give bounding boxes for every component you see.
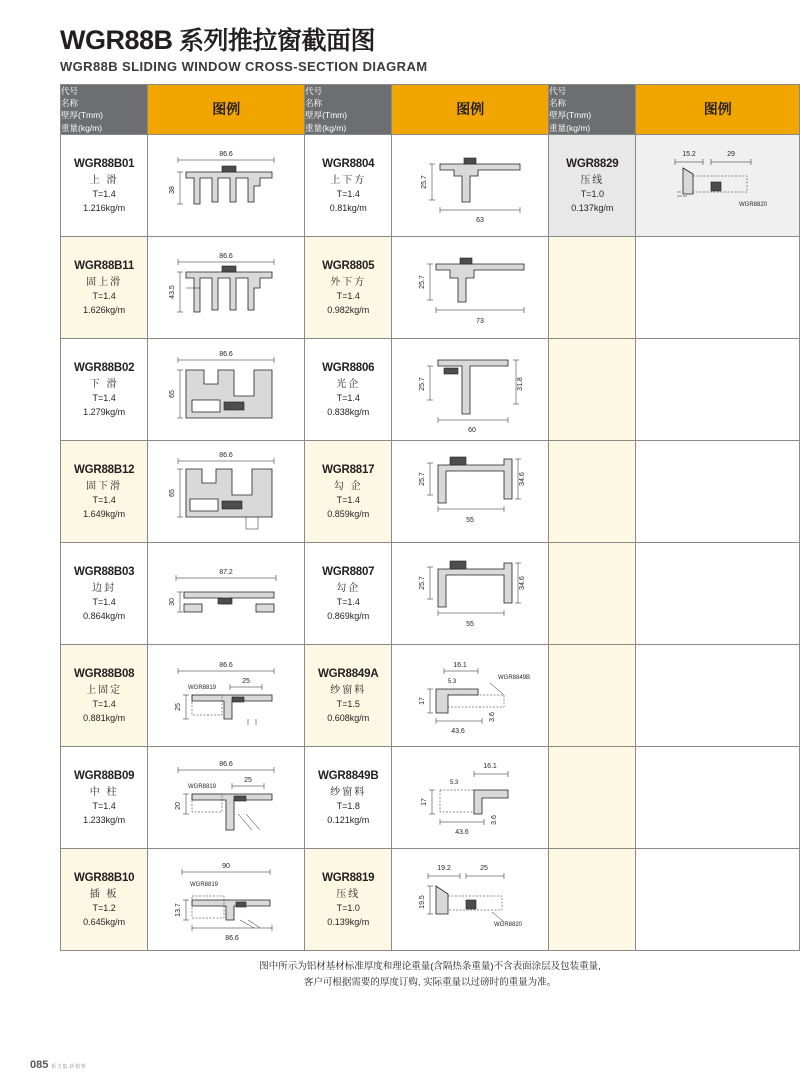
- svg-text:WGR8820: WGR8820: [738, 202, 767, 209]
- table-row: [61, 440, 800, 542]
- profile-drawing: [160, 856, 292, 942]
- title-code: WGR88B: [60, 25, 173, 55]
- svg-text:87.2: 87.2: [219, 569, 234, 577]
- cell-figure-2-4: [392, 440, 549, 542]
- cell-empty-fig-3-5: [636, 542, 800, 644]
- table-row: [61, 746, 800, 848]
- cell-empty-fig-3-8: [636, 848, 800, 950]
- title-chinese: [60, 26, 770, 56]
- page-number-value: 085: [30, 1059, 49, 1071]
- svg-text:5.3: 5.3: [448, 679, 457, 686]
- svg-text:17: 17: [421, 798, 429, 807]
- svg-text:86.6: 86.6: [219, 151, 234, 159]
- profile-drawing: [404, 856, 536, 942]
- header-legend-col1: 图例: [148, 84, 305, 134]
- cell-figure-3-1: [636, 134, 800, 236]
- profile-table: [60, 84, 800, 951]
- svg-text:86.6: 86.6: [219, 761, 234, 769]
- cell-empty-fig-3-2: [636, 236, 800, 338]
- svg-text:25: 25: [244, 777, 253, 785]
- svg-text:20: 20: [175, 802, 183, 811]
- cell-code-2-5: WGR8807 勾企 T=1.4 0.869kg/m: [305, 542, 392, 644]
- profile-drawing: [160, 445, 292, 537]
- cell-code-1-7: WGR88B09 中 柱 T=1.4 1.233kg/m: [61, 746, 148, 848]
- svg-text:5.3: 5.3: [450, 780, 459, 787]
- cell-code-2-3: WGR8806 光企 T=1.4 0.838kg/m: [305, 338, 392, 440]
- profile-drawing: [160, 754, 292, 840]
- svg-text:55: 55: [466, 517, 475, 525]
- header-legend-col3: 图例: [636, 84, 800, 134]
- profile-drawing: [404, 244, 536, 330]
- cell-empty-fig-3-3: [636, 338, 800, 440]
- header-labels-col1: 代号 名称 壁厚(Tmm) 重量(kg/m): [61, 84, 148, 134]
- svg-text:25: 25: [175, 703, 183, 712]
- svg-text:3.6: 3.6: [491, 815, 499, 826]
- cell-empty-3-5: [549, 542, 636, 644]
- cell-code-1-4: WGR88B12 固下滑 T=1.4 1.649kg/m: [61, 440, 148, 542]
- profile-drawing: [404, 754, 536, 840]
- cell-figure-1-2: [148, 236, 305, 338]
- table-row: [61, 848, 800, 950]
- svg-text:30: 30: [169, 598, 177, 607]
- svg-text:WGR8820: WGR8820: [494, 922, 523, 929]
- cell-code-1-5: WGR88B03 边封 T=1.4 0.864kg/m: [61, 542, 148, 644]
- svg-text:86.6: 86.6: [219, 662, 234, 670]
- svg-text:19.2: 19.2: [437, 865, 452, 873]
- footnote: [60, 959, 800, 991]
- cell-code-3-1: WGR8829 压线 T=1.0 0.137kg/m: [549, 134, 636, 236]
- cell-figure-2-7: [392, 746, 549, 848]
- cell-empty-3-7: [549, 746, 636, 848]
- svg-text:86.6: 86.6: [219, 452, 234, 460]
- svg-text:13.7: 13.7: [175, 903, 183, 918]
- profile-drawing: [404, 553, 536, 633]
- profile-drawing: [404, 655, 536, 735]
- table-row: [61, 236, 800, 338]
- svg-text:90: 90: [222, 863, 231, 871]
- svg-text:17: 17: [419, 697, 427, 706]
- cell-code-2-8: WGR8819 压线 T=1.0 0.139kg/m: [305, 848, 392, 950]
- svg-text:38: 38: [169, 186, 177, 195]
- title-english: WGR88B SLIDING WINDOW CROSS-SECTION DIAGRAM: [60, 58, 428, 74]
- svg-text:73: 73: [476, 318, 485, 326]
- cell-figure-1-3: [148, 338, 305, 440]
- svg-text:25: 25: [480, 865, 489, 873]
- svg-text:WGR8819: WGR8819: [188, 685, 217, 692]
- page-number: [30, 1059, 86, 1071]
- cell-empty-fig-3-6: [636, 644, 800, 746]
- cell-figure-1-6: [148, 644, 305, 746]
- cell-code-1-1: WGR88B01 上 滑 T=1.4 1.216kg/m: [61, 134, 148, 236]
- cell-empty-3-8: [549, 848, 636, 950]
- cell-code-2-1: WGR8804 上下方 T=1.4 0.81kg/m: [305, 134, 392, 236]
- svg-text:WGR8849B: WGR8849B: [498, 675, 531, 682]
- svg-text:34.6: 34.6: [519, 576, 527, 591]
- svg-text:3.6: 3.6: [489, 712, 497, 723]
- cell-empty-3-6: [549, 644, 636, 746]
- table-row: [61, 134, 800, 236]
- table-row: [61, 644, 800, 746]
- svg-text:34.6: 34.6: [519, 472, 527, 487]
- cell-empty-fig-3-4: [636, 440, 800, 542]
- svg-text:65: 65: [169, 489, 177, 498]
- header-legend-col2: 图例: [392, 84, 549, 134]
- profile-drawing: [404, 142, 536, 228]
- svg-text:WGR8819: WGR8819: [190, 882, 219, 889]
- cell-empty-3-2: [549, 236, 636, 338]
- table-header-row: [61, 84, 800, 134]
- cell-figure-2-2: [392, 236, 549, 338]
- svg-text:43.6: 43.6: [451, 728, 466, 736]
- cell-code-1-8: WGR88B10 插 板 T=1.2 0.645kg/m: [61, 848, 148, 950]
- svg-text:WGR8819: WGR8819: [188, 784, 217, 791]
- cell-figure-1-8: [148, 848, 305, 950]
- cell-figure-1-4: [148, 440, 305, 542]
- svg-text:63: 63: [476, 217, 485, 225]
- svg-text:25.7: 25.7: [419, 275, 427, 290]
- profile-drawing: [160, 142, 292, 228]
- table-row: [61, 338, 800, 440]
- cell-code-1-2: WGR88B11 固上滑 T=1.4 1.626kg/m: [61, 236, 148, 338]
- page-number-sub: 折力集.折铝界: [51, 1064, 87, 1070]
- svg-text:25: 25: [242, 678, 251, 686]
- cell-figure-2-8: [392, 848, 549, 950]
- cell-code-2-7: WGR8849B 纱窗料 T=1.8 0.121kg/m: [305, 746, 392, 848]
- cell-code-2-2: WGR8805 外下方 T=1.4 0.982kg/m: [305, 236, 392, 338]
- svg-text:15.2: 15.2: [681, 151, 696, 159]
- profile-drawing: [160, 655, 292, 735]
- profile-drawing: [404, 344, 536, 434]
- svg-text:86.6: 86.6: [225, 935, 240, 943]
- cell-code-1-3: WGR88B02 下 滑 T=1.4 1.279kg/m: [61, 338, 148, 440]
- header-labels-col2: 代号 名称 壁厚(Tmm) 重量(kg/m): [305, 84, 392, 134]
- svg-text:86.6: 86.6: [219, 253, 234, 261]
- svg-text:86.6: 86.6: [219, 351, 234, 359]
- title-cn-text: 系列推拉窗截面图: [172, 27, 375, 55]
- svg-text:19.5: 19.5: [419, 895, 427, 910]
- header-labels-col3: 代号 名称 壁厚(Tmm) 重量(kg/m): [549, 84, 636, 134]
- cell-empty-3-3: [549, 338, 636, 440]
- cell-code-1-6: WGR88B08 上固定 T=1.4 0.881kg/m: [61, 644, 148, 746]
- footnote-line1: 图中所示为铝材基材标准厚度和理论重量(含隔热条重量)不含表面涂层及包装重量,: [259, 960, 601, 972]
- profile-drawing: [160, 244, 292, 330]
- cell-figure-2-6: [392, 644, 549, 746]
- svg-text:31.8: 31.8: [517, 377, 525, 392]
- svg-text:25.7: 25.7: [419, 472, 427, 487]
- profile-drawing: [160, 344, 292, 434]
- cell-figure-1-7: [148, 746, 305, 848]
- svg-text:65: 65: [169, 390, 177, 399]
- cell-figure-1-1: [148, 134, 305, 236]
- cell-code-2-6: WGR8849A 纱窗料 T=1.5 0.608kg/m: [305, 644, 392, 746]
- page-title: [60, 26, 770, 74]
- cell-figure-1-5: [148, 542, 305, 644]
- svg-text:60: 60: [468, 427, 477, 435]
- table-row: [61, 542, 800, 644]
- cell-figure-2-3: [392, 338, 549, 440]
- profile-drawing: [649, 142, 787, 228]
- svg-text:25.7: 25.7: [419, 377, 427, 392]
- svg-text:25.7: 25.7: [421, 175, 429, 190]
- cell-code-2-4: WGR8817 勾 企 T=1.4 0.859kg/m: [305, 440, 392, 542]
- svg-text:43.5: 43.5: [169, 285, 177, 300]
- svg-text:43.6: 43.6: [455, 829, 470, 837]
- svg-text:55: 55: [466, 621, 475, 629]
- footnote-line2: 客户可根据需要的厚度订购, 实际重量以过磅时的重量为准。: [303, 977, 557, 989]
- svg-text:16.1: 16.1: [453, 662, 468, 670]
- cell-figure-2-1: [392, 134, 549, 236]
- svg-text:16.1: 16.1: [483, 763, 498, 771]
- cell-empty-fig-3-7: [636, 746, 800, 848]
- profile-drawing: [160, 558, 292, 628]
- svg-text:29: 29: [726, 151, 735, 159]
- svg-text:25.7: 25.7: [419, 576, 427, 591]
- profile-drawing: [404, 445, 536, 537]
- cell-empty-3-4: [549, 440, 636, 542]
- cell-figure-2-5: [392, 542, 549, 644]
